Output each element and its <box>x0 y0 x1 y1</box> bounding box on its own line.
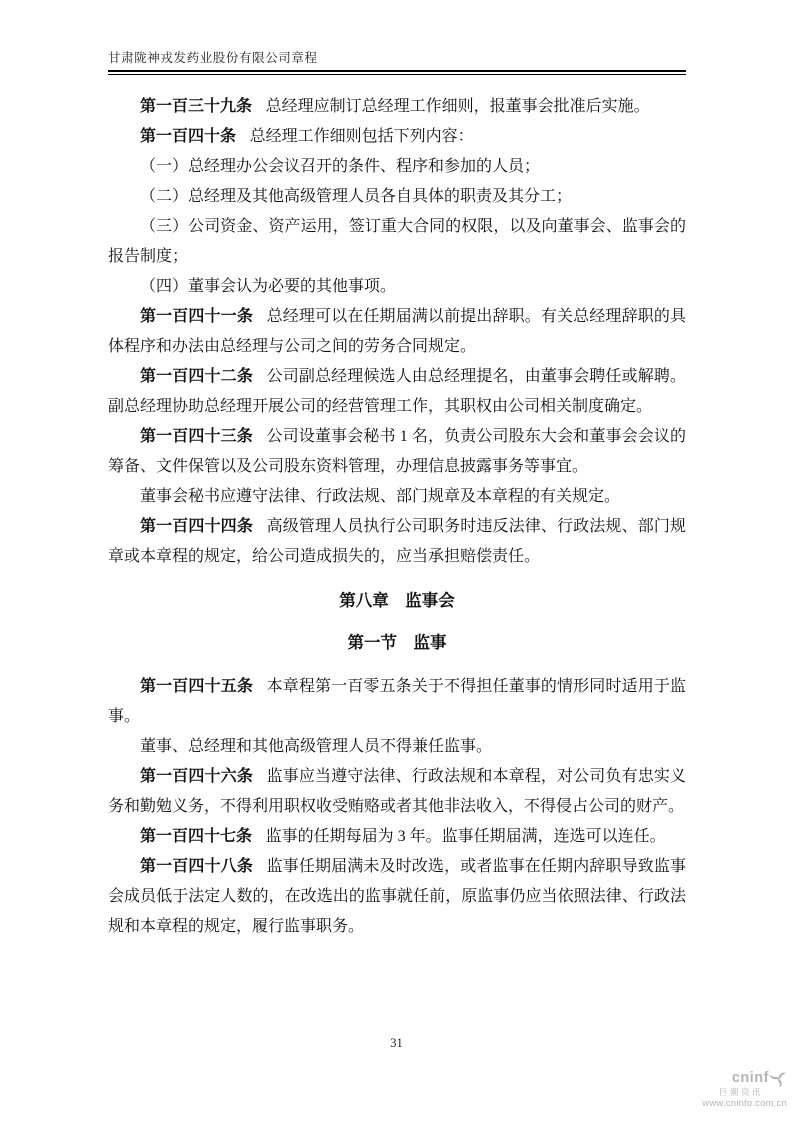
article-number: 第一百四十七条 <box>140 828 253 845</box>
article-text: 高级管理人员执行公司职务时违反法律、行政法规、部门规章或本章程的规定，给公司造成损失的，应当承担赔偿责任。 <box>108 518 686 565</box>
article-text: 监事任期届满未及时改选，或者监事在任期内辞职导致监事会成员低于法定人数的，在改选出的监事就任前，原监事仍应当依照法律、行政法规和本章程的规定，履行监事职务。 <box>108 858 686 935</box>
cninfo-logo-text: cninf <box>731 1069 769 1086</box>
article-paragraph <box>108 92 686 122</box>
article-number: 第一百三十九条 <box>140 98 253 115</box>
article-number: 第一百四十六条 <box>140 768 253 785</box>
article-number: 第一百四十五条 <box>140 678 253 695</box>
article-number: 第一百四十一条 <box>140 308 253 325</box>
list-item-paragraph: （四）董事会认为必要的其他事项。 <box>140 278 397 295</box>
article-paragraph <box>108 822 686 852</box>
plain-paragraph: 董事会秘书应遵守法律、行政法规、部门规章及本章程的有关规定。 <box>140 488 621 505</box>
page-number: 31 <box>390 1036 403 1050</box>
article-text: 监事应当遵守法律、行政法规和本章程，对公司负有忠实义务和勤勉义务，不得利用职权收受贿赂或者其他非法收入，不得侵占公司的财产。 <box>108 768 686 815</box>
article-text: 本章程第一百零五条关于不得担任董事的情形同时适用于监事。 <box>108 678 686 725</box>
header-rule <box>108 70 686 75</box>
article-paragraph <box>108 512 686 572</box>
document-header-title: 甘肃陇神戎发药业股份有限公司章程 <box>108 51 318 65</box>
article-paragraph <box>108 362 686 422</box>
cninfo-watermark <box>617 1070 787 1110</box>
article-text: 公司副总经理候选人由总经理提名，由董事会聘任或解聘。副总经理协助总经理开展公司的经营管理工作，其职权由公司相关制度确定。 <box>108 368 686 415</box>
article-number: 第一百四十三条 <box>140 428 253 445</box>
page-header <box>108 48 686 75</box>
article-paragraph <box>108 122 686 152</box>
article-paragraph <box>108 422 686 482</box>
article-paragraph <box>108 762 686 822</box>
cninfo-swirl-icon <box>770 1070 787 1087</box>
article-text: 总经理工作细则包括下列内容： <box>249 128 474 145</box>
article-paragraph <box>108 852 686 942</box>
article-number: 第一百四十八条 <box>140 858 253 875</box>
list-item-paragraph: （三）公司资金、资产运用，签订重大合同的权限，以及向董事会、监事会的报告制度； <box>108 218 686 265</box>
cninfo-chinese-name: 巨潮资讯 <box>718 1087 763 1097</box>
article-paragraph <box>108 302 686 362</box>
list-item-paragraph: （二）总经理及其他高级管理人员各自具体的职责及其分工； <box>140 188 573 205</box>
article-number: 第一百四十二条 <box>140 368 253 385</box>
article-number: 第一百四十条 <box>140 128 237 145</box>
article-text: 总经理应制订总经理工作细则，报董事会批准后实施。 <box>265 98 650 115</box>
article-text: 总经理可以在任期届满以前提出辞职。有关总经理辞职的具体程序和办法由总经理与公司之间的劳务合同规定。 <box>108 308 686 355</box>
list-item-paragraph: （一）总经理办公会议召开的条件、程序和参加的人员； <box>140 158 541 175</box>
cninfo-logo-row <box>617 1070 787 1087</box>
article-text: 公司设董事会秘书 1 名，负责公司股东大会和董事会会议的筹备、文件保管以及公司股东资料管理，办理信息披露事务等事宜。 <box>108 428 686 475</box>
chapter-heading: 第八章 监事会 <box>339 591 455 610</box>
section-heading: 第一节 监事 <box>347 633 447 652</box>
article-paragraph <box>108 672 686 732</box>
article-text: 监事的任期每届为 3 年。监事任期届满，连选可以连任。 <box>265 828 666 845</box>
document-body <box>108 92 686 942</box>
article-number: 第一百四十四条 <box>140 518 253 535</box>
cninfo-url: www.cninfo.com.cn <box>702 1098 787 1110</box>
plain-paragraph: 董事、总经理和其他高级管理人员不得兼任监事。 <box>140 738 493 755</box>
